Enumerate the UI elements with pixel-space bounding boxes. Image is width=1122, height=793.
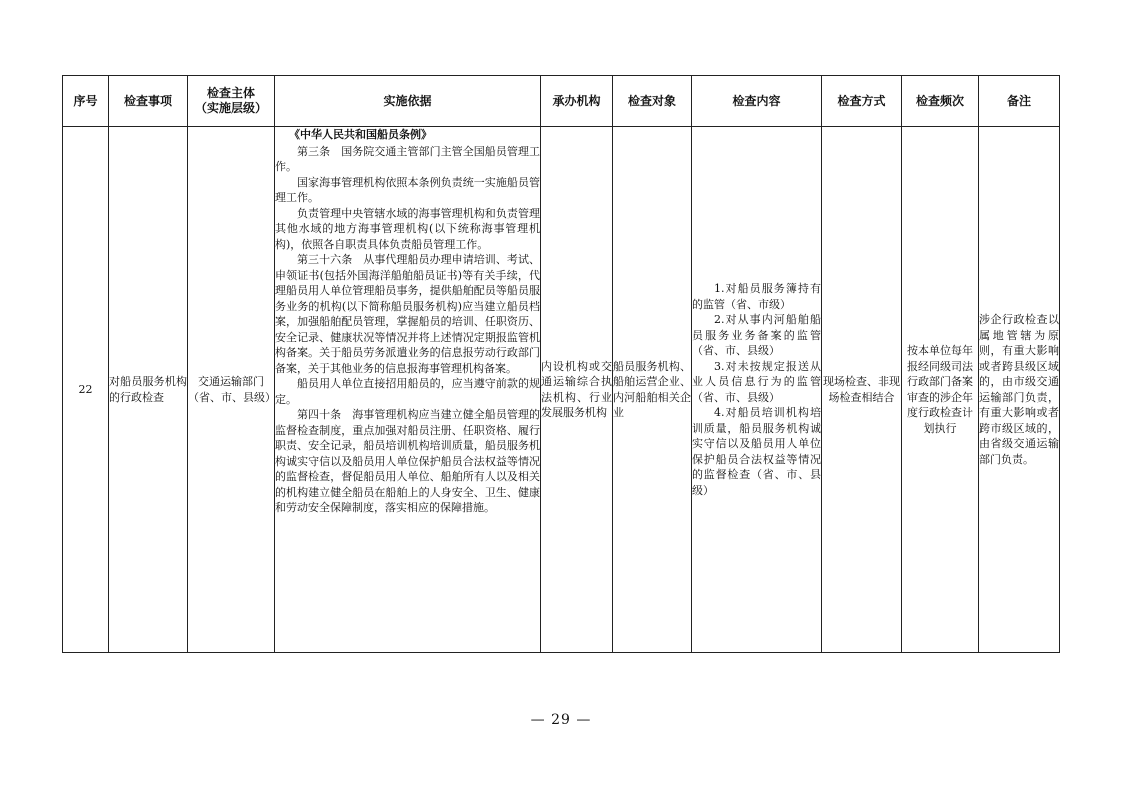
cell-seq: 22 xyxy=(63,127,109,653)
content-item: 4.对船员培训机构培训质量，船员服务机构诚实守信以及船员用人单位保护船员合法权益等情况的监督检查（省、市、县级） xyxy=(692,406,821,497)
cell-item: 对船员服务机构的行政检查 xyxy=(109,127,188,653)
basis-title: 《中华人民共和国船员条例》 xyxy=(289,128,432,141)
header-subject-line2: （实施层级） xyxy=(194,101,267,115)
basis-paragraph: 负责管理中央管辖水域的海事管理机构和负责管理其他水域的地方海事管理机构(以下统称海事管理机构)，依照各自职责具体负责船员管理工作。 xyxy=(275,206,540,251)
header-object: 检查对象 xyxy=(613,76,692,127)
header-item: 检查事项 xyxy=(109,76,188,127)
header-method: 检查方式 xyxy=(822,76,902,127)
basis-paragraph: 第四十条 海事管理机构应当建立健全船员管理的监督检查制度，重点加强对船员注册、任职资格、履行职责、安全记录，船员培训机构培训质量，船员服务机构诚实守信以及船员用人单位保护船员合法权益等情况的监督检查，督促船员用人单位、船舶所有人以及相关的机构建立健全船员在船舶上的人身安全、卫生、健康和劳动安全保障制度，落实相应的保障措施。 xyxy=(275,408,540,514)
cell-subject: 交通运输部门（省、市、县级） xyxy=(188,127,275,653)
header-remark: 备注 xyxy=(979,76,1060,127)
content-item: 3.对未按规定报送从业人员信息行为的监管（省、市、县级） xyxy=(692,359,821,404)
content-item: 1.对船员服务簿持有的监管（省、市级） xyxy=(692,282,821,311)
header-row xyxy=(63,76,1060,127)
page-number: — 29 — xyxy=(530,712,592,728)
cell-method: 现场检查、非现场检查相结合 xyxy=(822,127,902,653)
header-content: 检查内容 xyxy=(692,76,822,127)
basis-paragraph: 国家海事管理机构依照本条例负责统一实施船员管理工作。 xyxy=(275,175,540,204)
cell-agency: 内设机构或交通运输综合执法机构、行业发展服务机构 xyxy=(541,127,613,653)
cell-remark: 涉企行政检查以属地管辖为原则，有重大影响或者跨县级区域的，由市级交通运输部门负责，有重大影响或者跨市级区域的，由省级交通运输部门负责。 xyxy=(979,127,1060,653)
content-item: 2.对从事内河船舶船员服务业务备案的监管（省、市、县级） xyxy=(692,313,821,357)
header-seq: 序号 xyxy=(63,76,109,127)
inspection-table xyxy=(62,75,1060,653)
cell-frequency: 按本单位每年报经同级司法行政部门备案审查的涉企年度行政检查计划执行 xyxy=(902,127,979,653)
header-subject xyxy=(188,76,275,127)
table-row xyxy=(63,127,1060,653)
header-agency: 承办机构 xyxy=(541,76,613,127)
header-subject-line1: 检查主体 xyxy=(206,86,255,100)
cell-content xyxy=(692,127,822,653)
cell-object: 船员服务机构、船舶运营企业、内河船舶相关企业 xyxy=(613,127,692,653)
cell-basis xyxy=(275,127,541,653)
basis-paragraph: 第三十六条 从事代理船员办理申请培训、考试、申领证书(包括外国海洋船舶船员证书)等有关手续，代理船员用人单位管理船员事务，提供船舶配员等船员服务业务的机构(以下简称船员服务机构)应当建立船员档案，加强船舶配员管理，掌握船员的培训、任职资历、安全记录、健康状况等情况并将上述情况定期报监管机构备案。关于船员劳务派遣业务的信息报劳动行政部门备案，关于其他业务的信息报海事管理机构备案。 xyxy=(275,253,540,375)
header-basis: 实施依据 xyxy=(275,76,541,127)
header-frequency: 检查频次 xyxy=(902,76,979,127)
basis-paragraph: 船员用人单位直接招用船员的，应当遵守前款的规定。 xyxy=(275,377,540,406)
basis-paragraph: 第三条 国务院交通主管部门主管全国船员管理工作。 xyxy=(275,144,540,173)
